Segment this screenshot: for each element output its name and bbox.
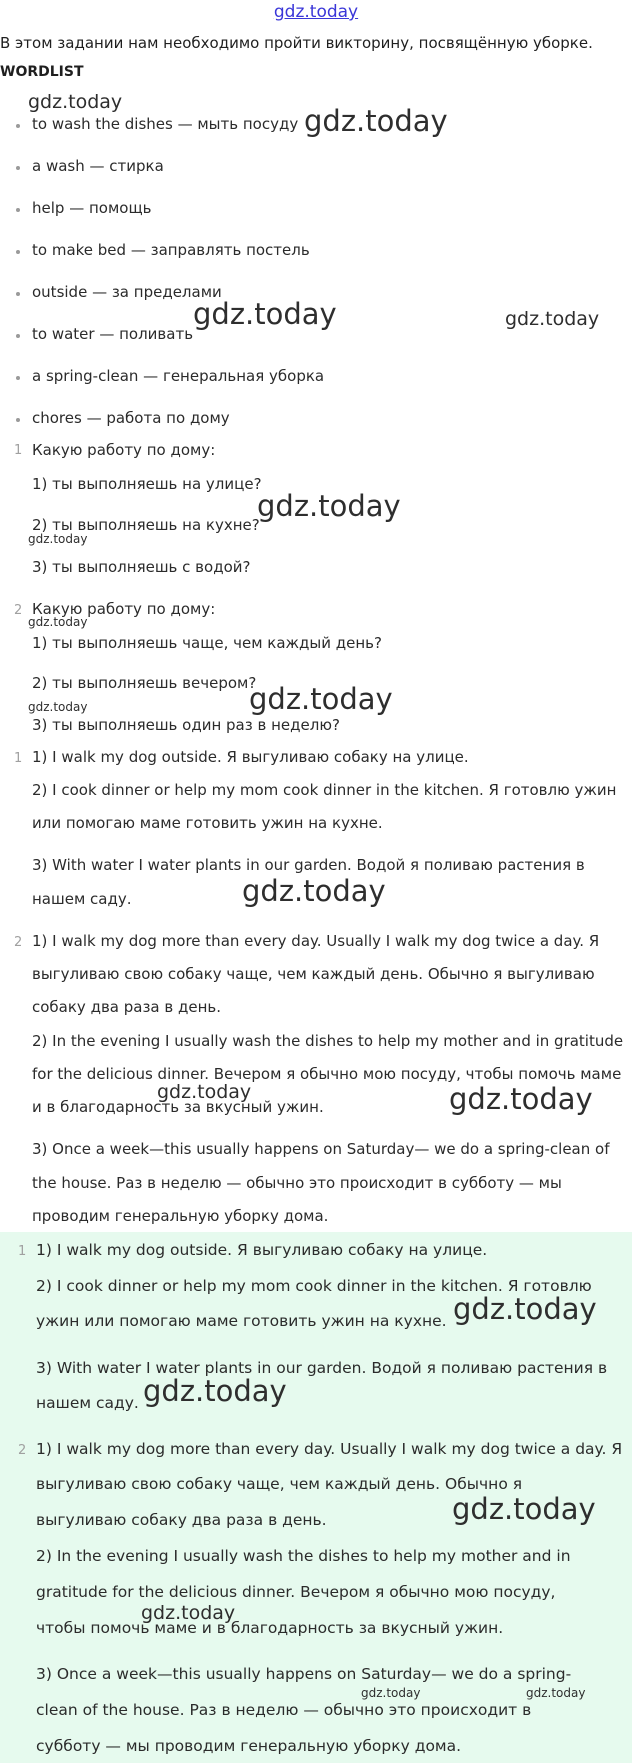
bullet-icon — [16, 334, 20, 338]
answer-line: 3) Once a week—this usually happens on Saturday— we do a spring-clean of — [32, 1140, 610, 1158]
answer-line: 1) I walk my dog outside. Я выгуливаю собаку на улице. — [36, 1241, 488, 1259]
watermark: gdz.today — [249, 682, 393, 716]
watermark: gdz.today — [28, 700, 88, 714]
watermark: gdz.today — [242, 874, 386, 908]
answer-line: субботу — мы проводим генеральную уборку дома. — [36, 1737, 462, 1755]
watermark: gdz.today — [28, 91, 123, 113]
answer-line: 1) I walk my dog more than every day. Usually I walk my dog twice a day. Я — [32, 932, 600, 950]
answer-line: for the delicious dinner. Вечером я обычно мою посуду, чтобы помочь маме — [32, 1065, 622, 1083]
answer-line: 1) I walk my dog more than every day. Usually I walk my dog twice a day. Я — [36, 1440, 623, 1458]
answer-line: 2) I cook dinner or help my mom cook dinner in the kitchen. Я готовлю — [36, 1277, 592, 1295]
bullet-icon — [16, 124, 20, 128]
answer-line: выгуливаю свою собаку чаще, чем каждый день. Обычно я выгуливаю — [32, 965, 595, 983]
question-lead: Какую работу по дому: — [32, 441, 216, 459]
watermark: gdz.today — [28, 615, 88, 629]
bullet-icon — [16, 418, 20, 422]
answer-line: 3) With water I water plants in our garden. Водой я поливаю растения в — [32, 856, 585, 874]
question-number: 1 — [14, 443, 23, 458]
answer-line: 2) In the evening I usually wash the dishes to help my mother and in gratitude — [32, 1032, 624, 1050]
watermark: gdz.today — [143, 1374, 287, 1408]
wordlist-item: to wash the dishes — мыть посуду — [32, 115, 299, 133]
answer-line: или помогаю маме готовить ужин на кухне. — [32, 814, 383, 832]
question-number: 2 — [14, 603, 23, 618]
question-item: 3) ты выполняешь один раз в неделю? — [32, 716, 340, 734]
answer-line: clean of the house. Раз в неделю — обычно это происходит в — [36, 1701, 532, 1719]
answer-line: 2) I cook dinner or help my mom cook dinner in the kitchen. Я готовлю ужин — [32, 781, 617, 799]
answer-line: нашем саду. — [32, 890, 132, 908]
watermark: gdz.today — [257, 489, 401, 523]
answer-line: 3) With water I water plants in our garden. Водой я поливаю растения в — [36, 1359, 608, 1377]
answer-line: ужин или помогаю маме готовить ужин на кухне. — [36, 1312, 447, 1330]
wordlist-item: a spring-clean — генеральная уборка — [32, 367, 325, 385]
answer-line: 3) Once a week—this usually happens on Saturday— we do a spring- — [36, 1665, 572, 1683]
answer-line: gratitude for the delicious dinner. Вечером я обычно мою посуду, — [36, 1583, 556, 1601]
watermark: gdz.today — [452, 1492, 596, 1526]
bullet-icon — [16, 250, 20, 254]
wordlist-item: help — помощь — [32, 199, 152, 217]
wordlist-item: chores — работа по дому — [32, 409, 230, 427]
intro-text: В этом задании нам необходимо пройти викторину, посвящённую уборке. — [0, 34, 593, 52]
answer-number: 2 — [14, 935, 23, 950]
watermark: gdz.today — [526, 1686, 586, 1700]
bullet-icon — [16, 166, 20, 170]
question-item: 1) ты выполняешь чаще, чем каждый день? — [32, 634, 382, 652]
watermark: gdz.today — [157, 1081, 252, 1103]
watermark: gdz.today — [449, 1082, 593, 1116]
answer-line: 1) I walk my dog outside. Я выгуливаю собаку на улице. — [32, 748, 469, 766]
wordlist-item: a wash — стирка — [32, 157, 164, 175]
watermark: gdz.today — [505, 308, 600, 330]
question-lead: Какую работу по дому: — [32, 600, 216, 618]
answer-number: 1 — [18, 1244, 27, 1259]
watermark: gdz.today — [361, 1686, 421, 1700]
question-item: 1) ты выполняешь на улице? — [32, 475, 262, 493]
answer-line: собаку два раза в день. — [32, 998, 222, 1016]
answer-line: the house. Раз в неделю — обычно это происходит в субботу — мы — [32, 1174, 562, 1192]
bullet-icon — [16, 292, 20, 296]
answer-line: и в благодарность за вкусный ужин. — [32, 1098, 324, 1116]
answer-number: 2 — [18, 1443, 27, 1458]
answer-line: проводим генеральную уборку дома. — [32, 1207, 329, 1225]
bullet-icon — [16, 208, 20, 212]
answer-line: выгуливаю собаку два раза в день. — [36, 1511, 327, 1529]
answer-line: выгуливаю свою собаку чаще, чем каждый день. Обычно я — [36, 1475, 523, 1493]
watermark: gdz.today — [141, 1602, 236, 1624]
wordlist-item: outside — за пределами — [32, 283, 222, 301]
site-link[interactable]: gdz.today — [273, 2, 359, 22]
answer-line: чтобы помочь маме и в благодарность за вкусный ужин. — [36, 1619, 504, 1637]
question-item: 3) ты выполняешь с водой? — [32, 558, 251, 576]
bullet-icon — [16, 376, 20, 380]
watermark: gdz.today — [193, 297, 337, 331]
watermark: gdz.today — [28, 532, 88, 546]
wordlist-heading: WORDLIST — [0, 64, 84, 80]
question-item: 2) ты выполняешь вечером? — [32, 674, 257, 692]
question-item: 2) ты выполняешь на кухне? — [32, 516, 260, 534]
wordlist-item: to water — поливать — [32, 325, 194, 343]
watermark: gdz.today — [453, 1292, 597, 1326]
wordlist-item: to make bed — заправлять постель — [32, 241, 310, 259]
answer-number: 1 — [14, 751, 23, 766]
answer-line: 2) In the evening I usually wash the dishes to help my mother and in — [36, 1547, 571, 1565]
watermark: gdz.today — [304, 104, 448, 138]
answer-line: нашем саду. — [36, 1394, 139, 1412]
